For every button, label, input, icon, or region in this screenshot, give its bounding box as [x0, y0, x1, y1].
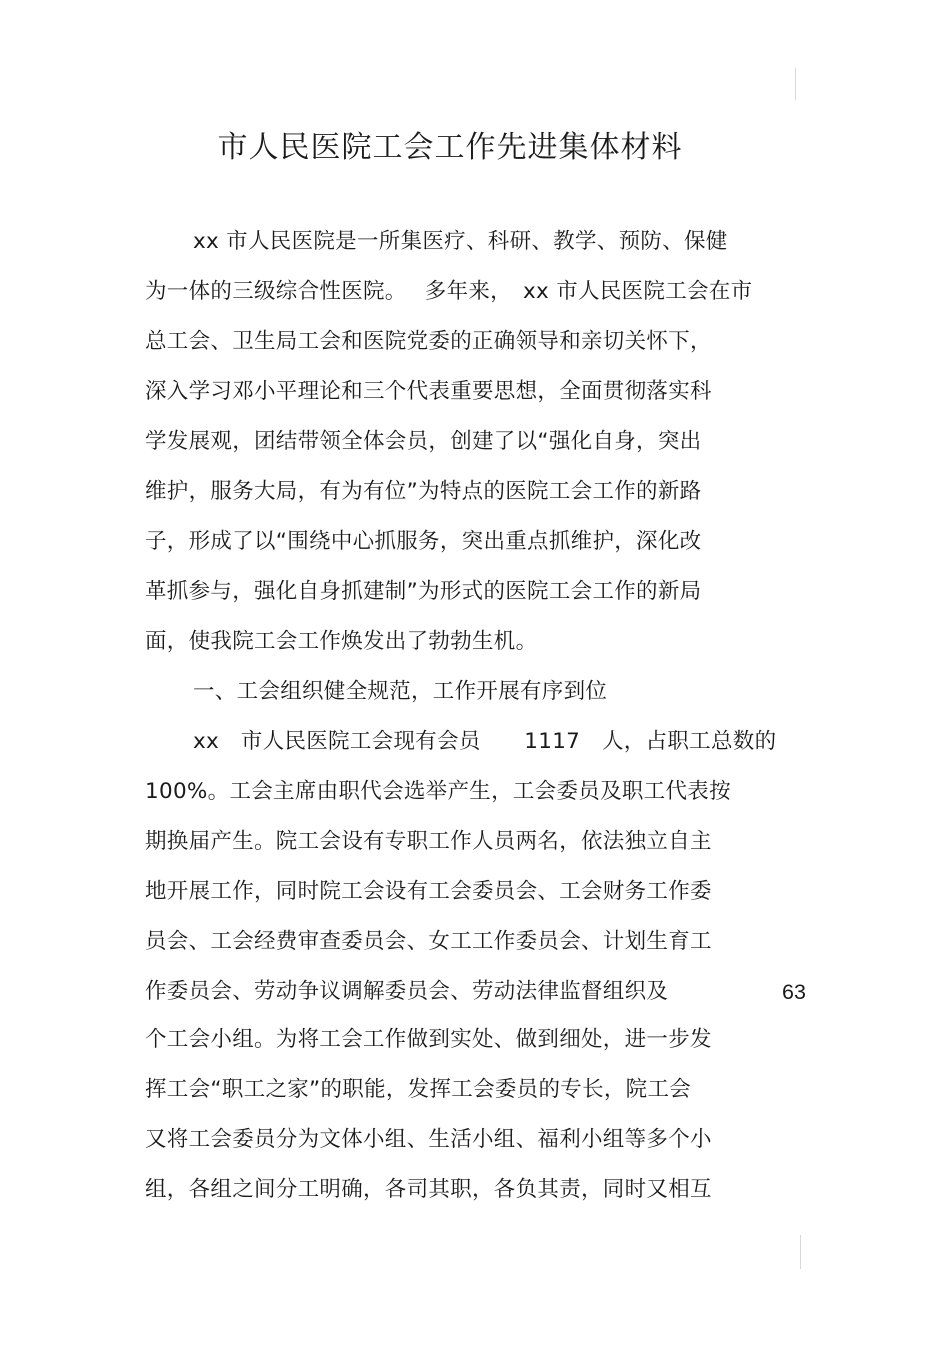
- paragraph-line: 员会、工会经费审查委员会、女工工作委员会、计划生育工: [145, 929, 712, 954]
- paragraph-line: 又将工会委员分为文体小组、生活小组、福利小组等多个小: [145, 1127, 712, 1152]
- paragraph-line: 挥工会“职工之家”的职能，发挥工会委员的专长，院工会: [145, 1077, 692, 1102]
- top-right-margin-mark: [795, 68, 796, 100]
- paragraph-line: 面，使我院工会工作焕发出了勃勃生机。: [145, 629, 538, 654]
- paragraph-line: 革抓参与，强化自身抓建制”为形式的医院工会工作的新局: [145, 579, 702, 604]
- section-heading: 一、工会组织健全规范，工作开展有序到位: [193, 679, 608, 704]
- document-title: 市人民医院工会工作先进集体材料: [217, 130, 683, 165]
- bottom-right-margin-mark: [800, 1235, 801, 1269]
- paragraph-line: 地开展工作，同时院工会设有工会委员会、工会财务工作委: [145, 879, 712, 904]
- paragraph-line: 为一体的三级综合性医院。 多年来， xx 市人民医院工会在市: [145, 279, 753, 304]
- paragraph-line: 作委员会、劳动争议调解委员会、劳动法律监督组织及: [145, 979, 669, 1004]
- paragraph-line: 组，各组之间分工明确，各司其职，各负其责，同时又相互: [145, 1177, 712, 1202]
- paragraph-line: 期换届产生。院工会设有专职工作人员两名，依法独立自主: [145, 829, 712, 854]
- paragraph-line: 子，形成了以“围绕中心抓服务，突出重点抓维护，深化改: [145, 529, 702, 554]
- paragraph-line: 100%。工会主席由职代会选举产生，工会委员及职工代表按: [145, 779, 731, 804]
- paragraph-line: 个工会小组。为将工会工作做到实处、做到细处，进一步发: [145, 1027, 712, 1052]
- paragraph-line: xx 市人民医院工会现有会员 1117 人，占职工总数的: [193, 729, 777, 754]
- paragraph-line: 维护，服务大局，有为有位”为特点的医院工会工作的新路: [145, 479, 702, 504]
- paragraph-line: xx 市人民医院是一所集医疗、科研、教学、预防、保健: [193, 229, 728, 254]
- paragraph-line: 学发展观，团结带领全体会员，创建了以“强化自身，突出: [145, 429, 702, 454]
- group-count: 63: [782, 980, 806, 1004]
- paragraph-line: 总工会、卫生局工会和医院党委的正确领导和亲切关怀下，: [145, 329, 712, 354]
- paragraph-line: 深入学习邓小平理论和三个代表重要思想，全面贯彻落实科: [145, 379, 712, 404]
